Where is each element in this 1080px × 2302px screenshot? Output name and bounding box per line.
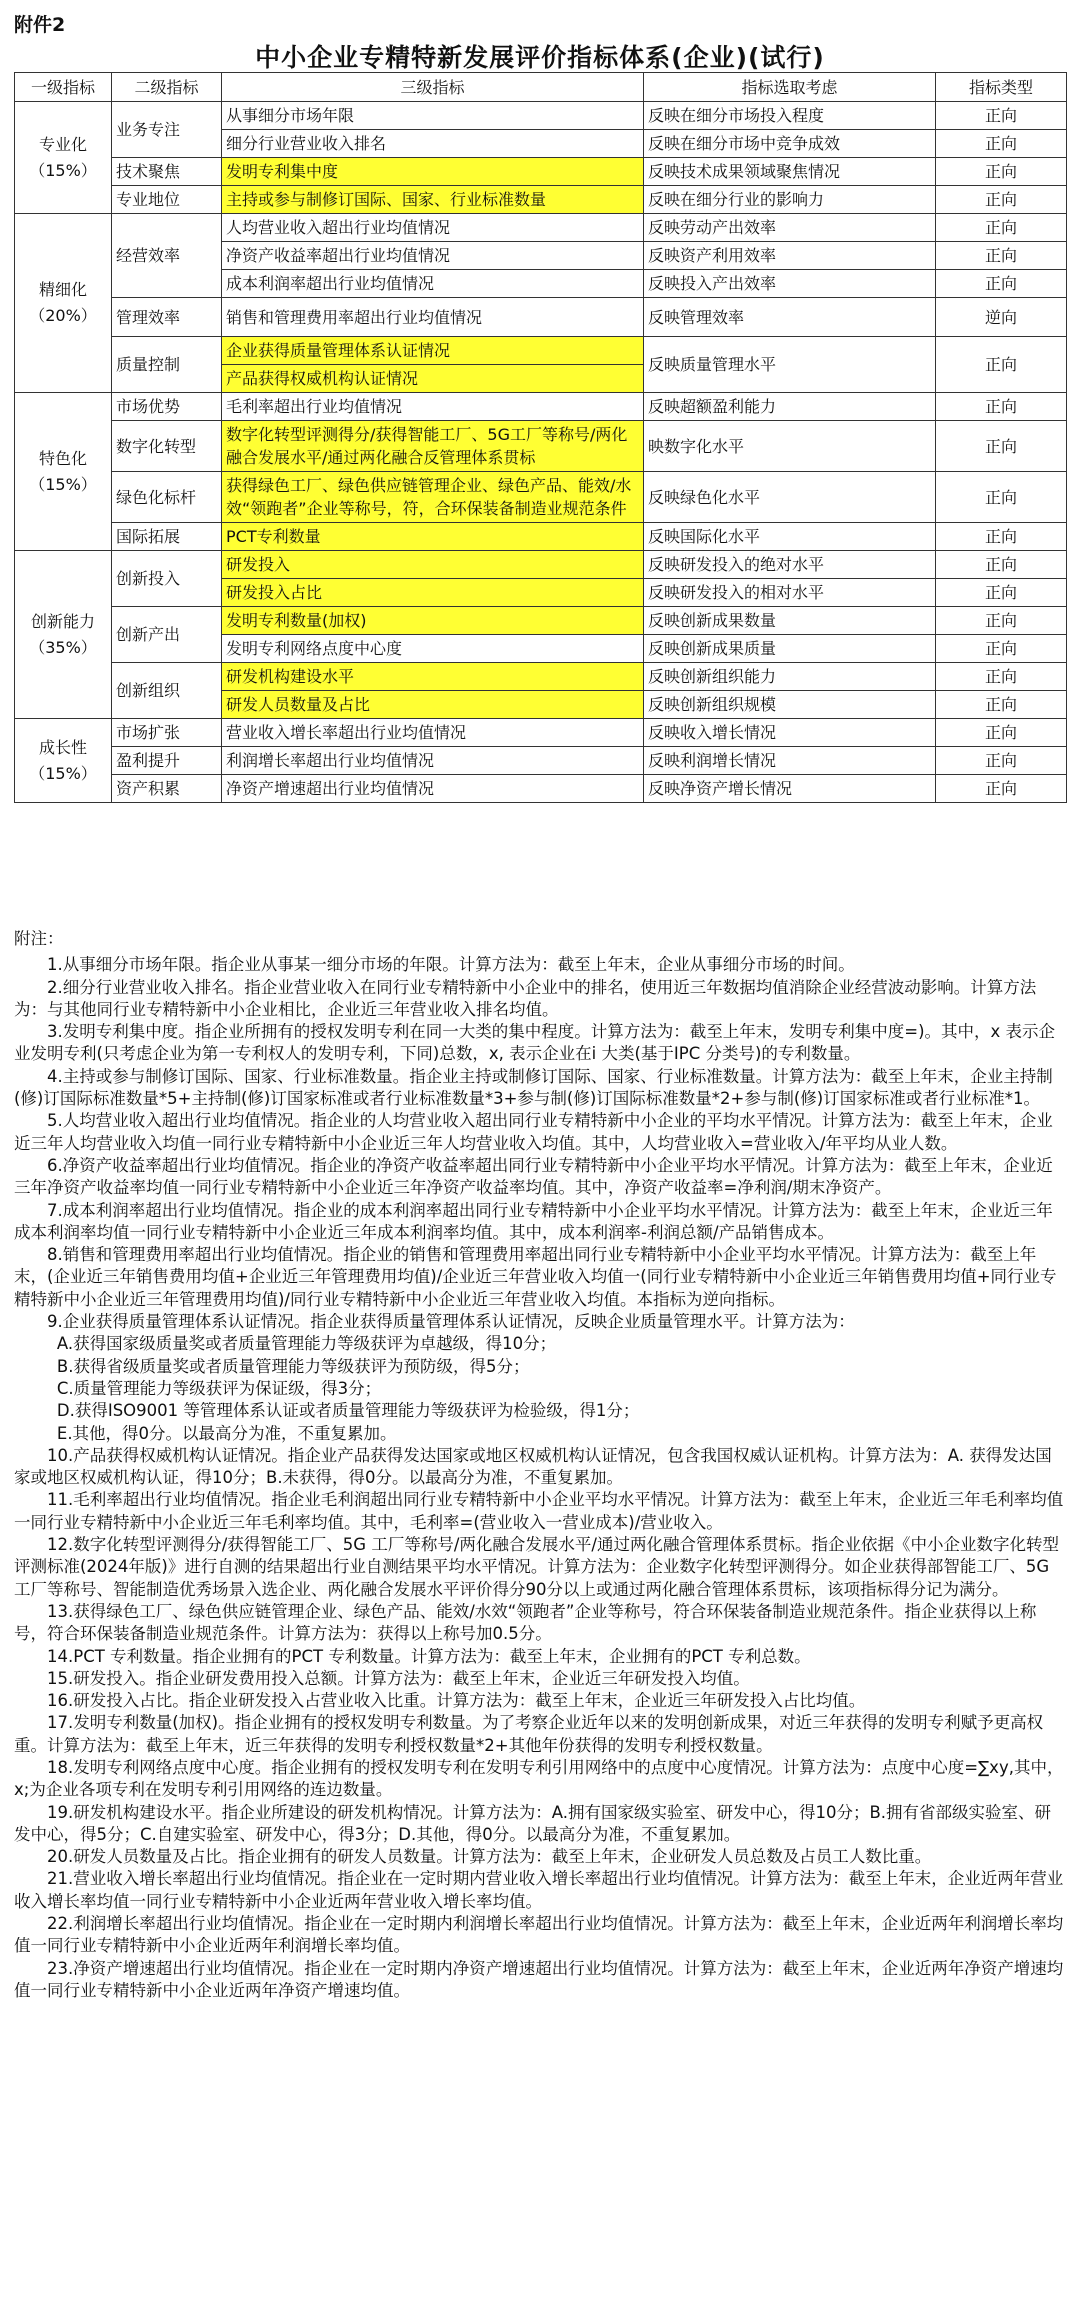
- level2-cell: 创新产出: [112, 607, 222, 663]
- type-cell: 正向: [936, 337, 1067, 393]
- reason-cell: 反映管理效率: [644, 298, 936, 337]
- level3-cell: 获得绿色工厂、绿色供应链管理企业、绿色产品、能效/水效“领跑者”企业等称号，符，合环保装备制造业规范条件: [222, 472, 644, 523]
- note-9-option-d: D.获得ISO9001 等管理体系认证或者质量管理能力等级获评为检验级，得1分；: [56, 1401, 640, 1421]
- note-23: 23.净资产增速超出行业均值情况。指企业在一定时期内净资产增速超出行业均值情况。计算方法为：截至上年末，企业近两年净资产增速均值一同行业专精特新中小企业近两年净资产增速均值。: [14, 1958, 1064, 2000]
- note-9-option-a: A.获得国家级质量奖或者质量管理能力等级获评为卓越级，得10分；: [56, 1334, 557, 1354]
- level2-cell: 质量控制: [112, 337, 222, 393]
- note-1: 1.从事细分市场年限。指企业从事某一细分市场的年限。计算方法为：截至上年末，企业从事细分市场的时间。: [47, 955, 855, 975]
- level3-cell: 成本利润率超出行业均值情况: [222, 270, 644, 298]
- note-18: 18.发明专利网络点度中心度。指企业拥有的授权发明专利在发明专利引用网络中的点度中心度情况。计算方法为：点度中心度=∑xy,其中，x;为企业各项专利在发明专利引用网络的连边数量。: [14, 1757, 1064, 1800]
- type-cell: 正向: [936, 607, 1067, 635]
- table-row: [15, 421, 1067, 472]
- header-level3: 三级指标: [222, 73, 644, 102]
- type-cell: 正向: [936, 635, 1067, 663]
- type-cell: 逆向: [936, 298, 1067, 337]
- type-cell: 正向: [936, 186, 1067, 214]
- type-cell: 正向: [936, 158, 1067, 186]
- table-row: [15, 102, 1067, 130]
- level3-cell: 毛利率超出行业均值情况: [222, 393, 644, 421]
- type-cell: 正向: [936, 747, 1067, 775]
- level2-cell: 创新投入: [112, 551, 222, 607]
- note-10: 10.产品获得权威机构认证情况。指企业产品获得发达国家或地区权威机构认证情况，包含我国权威认证机构。计算方法为：A. 获得发达国家或地区权威机构认证，得10分；B.未获得，得0分。以最高分为准，不重复累加。: [14, 1445, 1052, 1488]
- table-row: [15, 663, 1067, 691]
- reason-cell: 反映创新组织规模: [644, 691, 936, 719]
- level2-cell: 业务专注: [112, 102, 222, 158]
- type-cell: 正向: [936, 242, 1067, 270]
- note-6: 6.净资产收益率超出行业均值情况。指企业的净资产收益率超出同行业专精特新中小企业平均水平情况。计算方法为：截至上年末，企业近三年净资产收益率均值一同行业专精特新中小企业近三年净资产收益率均值。其中，净资产收益率=净利润/期末净资产。: [14, 1155, 1053, 1198]
- reason-cell: 反映劳动产出效率: [644, 214, 936, 242]
- level2-cell: 经营效率: [112, 214, 222, 298]
- table-row: [15, 393, 1067, 421]
- indicator-table: [14, 72, 1067, 803]
- note-4: 4.主持或参与制修订国际、国家、行业标准数量。指企业主持或制修订国际、国家、行业标准数量。计算方法为：截至上年末，企业主持制(修)订国际标准数量*5+主持制(修)订国家标准或者行业标准数量*3+参与制(修)订国际标准数量*2+参与制(修)订国家标准或者行业标准*1。: [14, 1066, 1053, 1109]
- level2-cell: 管理效率: [112, 298, 222, 337]
- reason-cell: 反映收入增长情况: [644, 719, 936, 747]
- level1-cell: 创新能力 （35%）: [15, 551, 112, 719]
- level2-cell: 创新组织: [112, 663, 222, 719]
- level3-cell: 研发人员数量及占比: [222, 691, 644, 719]
- level3-cell: 产品获得权威机构认证情况: [222, 365, 644, 393]
- note-13: 13.获得绿色工厂、绿色供应链管理企业、绿色产品、能效/水效“领跑者”企业等称号，符合环保装备制造业规范条件。指企业获得以上称号，符合环保装备制造业规范条件。计算方法为：获得以上称号加0.5分。: [14, 1601, 1037, 1644]
- note-22: 22.利润增长率超出行业均值情况。指企业在一定时期内利润增长率超出行业均值情况。计算方法为：截至上年末，企业近两年利润增长率均值一同行业专精特新中小企业近两年利润增长率均值。: [14, 1914, 1064, 1956]
- reason-cell: 反映利润增长情况: [644, 747, 936, 775]
- type-cell: 正向: [936, 775, 1067, 803]
- reason-cell: 反映创新组织能力: [644, 663, 936, 691]
- reason-cell: 反映在细分行业的影响力: [644, 186, 936, 214]
- note-14: 14.PCT 专利数量。指企业拥有的PCT 专利数量。计算方法为：截至上年末，企业拥有的PCT 专利总数。: [47, 1646, 811, 1666]
- reason-cell: 反映国际化水平: [644, 523, 936, 551]
- table-row: [15, 186, 1067, 214]
- reason-cell: 反映技术成果领域聚焦情况: [644, 158, 936, 186]
- table-row: [15, 298, 1067, 337]
- level3-cell: 主持或参与制修订国际、国家、行业标准数量: [222, 186, 644, 214]
- reason-cell: 反映创新成果质量: [644, 635, 936, 663]
- note-9-option-e: E.其他，得0分。以最高分为准，不重复累加。: [56, 1423, 397, 1443]
- note-16: 16.研发投入占比。指企业研发投入占营业收入比重。计算方法为：截至上年末，企业近三年研发投入占比均值。: [47, 1691, 866, 1711]
- table-header-row: [15, 73, 1067, 102]
- level3-cell: 发明专利集中度: [222, 158, 644, 186]
- note-21: 21.营业收入增长率超出行业均值情况。指企业在一定时期内营业收入增长率超出行业均值情况。计算方法为：截至上年末，企业近两年营业收入增长率均值一同行业专精特新中小企业近两年营业收入增长率均值。: [14, 1869, 1064, 1911]
- level2-cell: 专业地位: [112, 186, 222, 214]
- reason-cell: 反映在细分市场投入程度: [644, 102, 936, 130]
- level2-cell: 市场优势: [112, 393, 222, 421]
- level2-cell: 技术聚焦: [112, 158, 222, 186]
- type-cell: 正向: [936, 130, 1067, 158]
- level2-cell: 绿色化标杆: [112, 472, 222, 523]
- note-9-option-c: C.质量管理能力等级获评为保证级，得3分；: [56, 1378, 382, 1398]
- table-row: [15, 551, 1067, 579]
- note-9: 9.企业获得质量管理体系认证情况。指企业获得质量管理体系认证情况，反映企业质量管理水平。计算方法为：: [47, 1312, 855, 1332]
- level3-cell: PCT专利数量: [222, 523, 644, 551]
- note-12: 12.数字化转型评测得分/获得智能工厂、5G 工厂等称号/两化融合发展水平/通过两化融合管理体系贯标。指企业依据《中小企业数字化转型评测标准(2024年版)》进行自测的结果超出行业自测结果平均水平情况。计算方法为：企业数字化转型评测得分。如企业获得部智能工厂、5G 工厂等称号、智能制造优秀场景入选企业、两化融合发展水平评价得分90分以上或通过两化融合管理体系贯标，该项指标得分记为满分。: [14, 1535, 1059, 1599]
- table-row: [15, 158, 1067, 186]
- type-cell: 正向: [936, 551, 1067, 579]
- table-row: [15, 472, 1067, 523]
- level3-cell: 发明专利数量(加权): [222, 607, 644, 635]
- type-cell: 正向: [936, 523, 1067, 551]
- reason-cell: 反映质量管理水平: [644, 337, 936, 393]
- level1-cell: 成长性 （15%）: [15, 719, 112, 803]
- level1-cell: 精细化 （20%）: [15, 214, 112, 393]
- reason-cell: 反映绿色化水平: [644, 472, 936, 523]
- reason-cell: 反映研发投入的相对水平: [644, 579, 936, 607]
- type-cell: 正向: [936, 691, 1067, 719]
- note-20: 20.研发人员数量及占比。指企业拥有的研发人员数量。计算方法为：截至上年末，企业研发人员总数及占员工人数比重。: [47, 1847, 932, 1867]
- type-cell: 正向: [936, 472, 1067, 523]
- level3-cell: 研发投入占比: [222, 579, 644, 607]
- type-cell: 正向: [936, 421, 1067, 472]
- header-level2: 二级指标: [112, 73, 222, 102]
- type-cell: 正向: [936, 719, 1067, 747]
- reason-cell: 反映在细分市场中竞争成效: [644, 130, 936, 158]
- level3-cell: 从事细分市场年限: [222, 102, 644, 130]
- note-5: 5.人均营业收入超出行业均值情况。指企业的人均营业收入超出同行业专精特新中小企业的平均水平情况。计算方法为：截至上年末，企业近三年人均营业收入均值一同行业专精特新中小企业近三年人均营业收入均值。其中，人均营业收入=营业收入/年平均从业人数。: [14, 1111, 1053, 1153]
- header-level1: 一级指标: [15, 73, 112, 102]
- table-row: [15, 337, 1067, 365]
- reason-cell: 反映投入产出效率: [644, 270, 936, 298]
- reason-cell: 映数字化水平: [644, 421, 936, 472]
- type-cell: 正向: [936, 102, 1067, 130]
- attachment-label: 附件2: [14, 14, 66, 36]
- note-9-option-b: B.获得省级质量奖或者质量管理能力等级获评为预防级，得5分；: [56, 1356, 530, 1376]
- reason-cell: 反映资产利用效率: [644, 242, 936, 270]
- level3-cell: 发明专利网络点度中心度: [222, 635, 644, 663]
- level3-cell: 净资产收益率超出行业均值情况: [222, 242, 644, 270]
- level3-cell: 净资产增速超出行业均值情况: [222, 775, 644, 803]
- table-row: [15, 775, 1067, 803]
- type-cell: 正向: [936, 663, 1067, 691]
- reason-cell: 反映创新成果数量: [644, 607, 936, 635]
- note-17: 17.发明专利数量(加权)。指企业拥有的授权发明专利数量。为了考察企业近年以来的发明创新成果，对近三年获得的发明专利赋予更高权重。计算方法为：截至上年末，近三年获得的发明专利授权数量*2+其他年份获得的发明专利授权数量。: [14, 1713, 1044, 1755]
- note-15: 15.研发投入。指企业研发费用投入总额。计算方法为：截至上年末，企业近三年研发投入均值。: [47, 1668, 750, 1688]
- level3-cell: 人均营业收入超出行业均值情况: [222, 214, 644, 242]
- level3-cell: 营业收入增长率超出行业均值情况: [222, 719, 644, 747]
- table-row: [15, 747, 1067, 775]
- level2-cell: 市场扩张: [112, 719, 222, 747]
- level1-cell: 特色化 （15%）: [15, 393, 112, 551]
- level2-cell: 资产积累: [112, 775, 222, 803]
- notes-heading: 附注：: [14, 929, 64, 948]
- notes-section: [14, 928, 1066, 2002]
- note-8: 8.销售和管理费用率超出行业均值情况。指企业的销售和管理费用率超出同行业专精特新中小企业平均水平情况。计算方法为：截至上年末，(企业近三年销售费用均值+企业近三年管理费用均值)/企业近三年营业收入均值一(同行业专精特新中小企业近三年销售费用均值+同行业专精特新中小企业近三年管理费用均值)/同行业专精特新中小企业近三年营业收入均值。本指标为逆向指标。: [14, 1245, 1057, 1309]
- level3-cell: 企业获得质量管理体系认证情况: [222, 337, 644, 365]
- level3-cell: 研发机构建设水平: [222, 663, 644, 691]
- note-11: 11.毛利率超出行业均值情况。指企业毛利润超出同行业专精特新中小企业平均水平情况。计算方法为：截至上年末，企业近三年毛利率均值一同行业专精特新中小企业近三年毛利率均值。其中，毛利率=(营业收入一营业成本)/营业收入。: [14, 1490, 1064, 1532]
- note-19: 19.研发机构建设水平。指企业所建设的研发机构情况。计算方法为：A.拥有国家级实验室、研发中心，得10分；B.拥有省部级实验室、研发中心，得5分；C.自建实验室、研发中心，得3分；D.其他，得0分。以最高分为准，不重复累加。: [14, 1802, 1052, 1844]
- level3-cell: 利润增长率超出行业均值情况: [222, 747, 644, 775]
- level1-cell: 专业化 （15%）: [15, 102, 112, 214]
- header-type: 指标类型: [936, 73, 1067, 102]
- reason-cell: 反映净资产增长情况: [644, 775, 936, 803]
- reason-cell: 反映超额盈利能力: [644, 393, 936, 421]
- type-cell: 正向: [936, 270, 1067, 298]
- table-row: [15, 523, 1067, 551]
- table-row: [15, 214, 1067, 242]
- type-cell: 正向: [936, 214, 1067, 242]
- level3-cell: 细分行业营业收入排名: [222, 130, 644, 158]
- note-2: 2.细分行业营业收入排名。指企业营业收入在同行业专精特新中小企业中的排名，使用近三年数据均值消除企业经营波动影响。计算方法为：与其他同行业专精特新中小企业相比，企业近三年营业收入排名均值。: [14, 977, 1037, 1019]
- reason-cell: 反映研发投入的绝对水平: [644, 551, 936, 579]
- page-title: 中小企业专精特新发展评价指标体系(企业)(试行): [255, 43, 825, 72]
- type-cell: 正向: [936, 579, 1067, 607]
- note-3: 3.发明专利集中度。指企业所拥有的授权发明专利在同一大类的集中程度。计算方法为：截至上年末，发明专利集中度=)。其中，x 表示企业发明专利(只考虑企业为第一专利权人的发明专利，下同)总数，x, 表示企业在i 大类(基于IPC 分类号)的专利数量。: [14, 1022, 1056, 1064]
- level3-cell: 研发投入: [222, 551, 644, 579]
- level3-cell: 数字化转型评测得分/获得智能工厂、5G工厂等称号/两化融合发展水平/通过两化融合反管理体系贯标: [222, 421, 644, 472]
- header-reason: 指标选取考虑: [644, 73, 936, 102]
- type-cell: 正向: [936, 393, 1067, 421]
- level2-cell: 数字化转型: [112, 421, 222, 472]
- note-7: 7.成本利润率超出行业均值情况。指企业的成本利润率超出同行业专精特新中小企业平均水平情况。计算方法为：截至上年末，企业近三年成本利润率均值一同行业专精特新中小企业近三年成本利润率均值。其中，成本利润率-利润总额/产品销售成本。: [14, 1200, 1053, 1242]
- level2-cell: 盈利提升: [112, 747, 222, 775]
- table-row: [15, 719, 1067, 747]
- level2-cell: 国际拓展: [112, 523, 222, 551]
- level3-cell: 销售和管理费用率超出行业均值情况: [222, 298, 644, 337]
- table-row: [15, 607, 1067, 635]
